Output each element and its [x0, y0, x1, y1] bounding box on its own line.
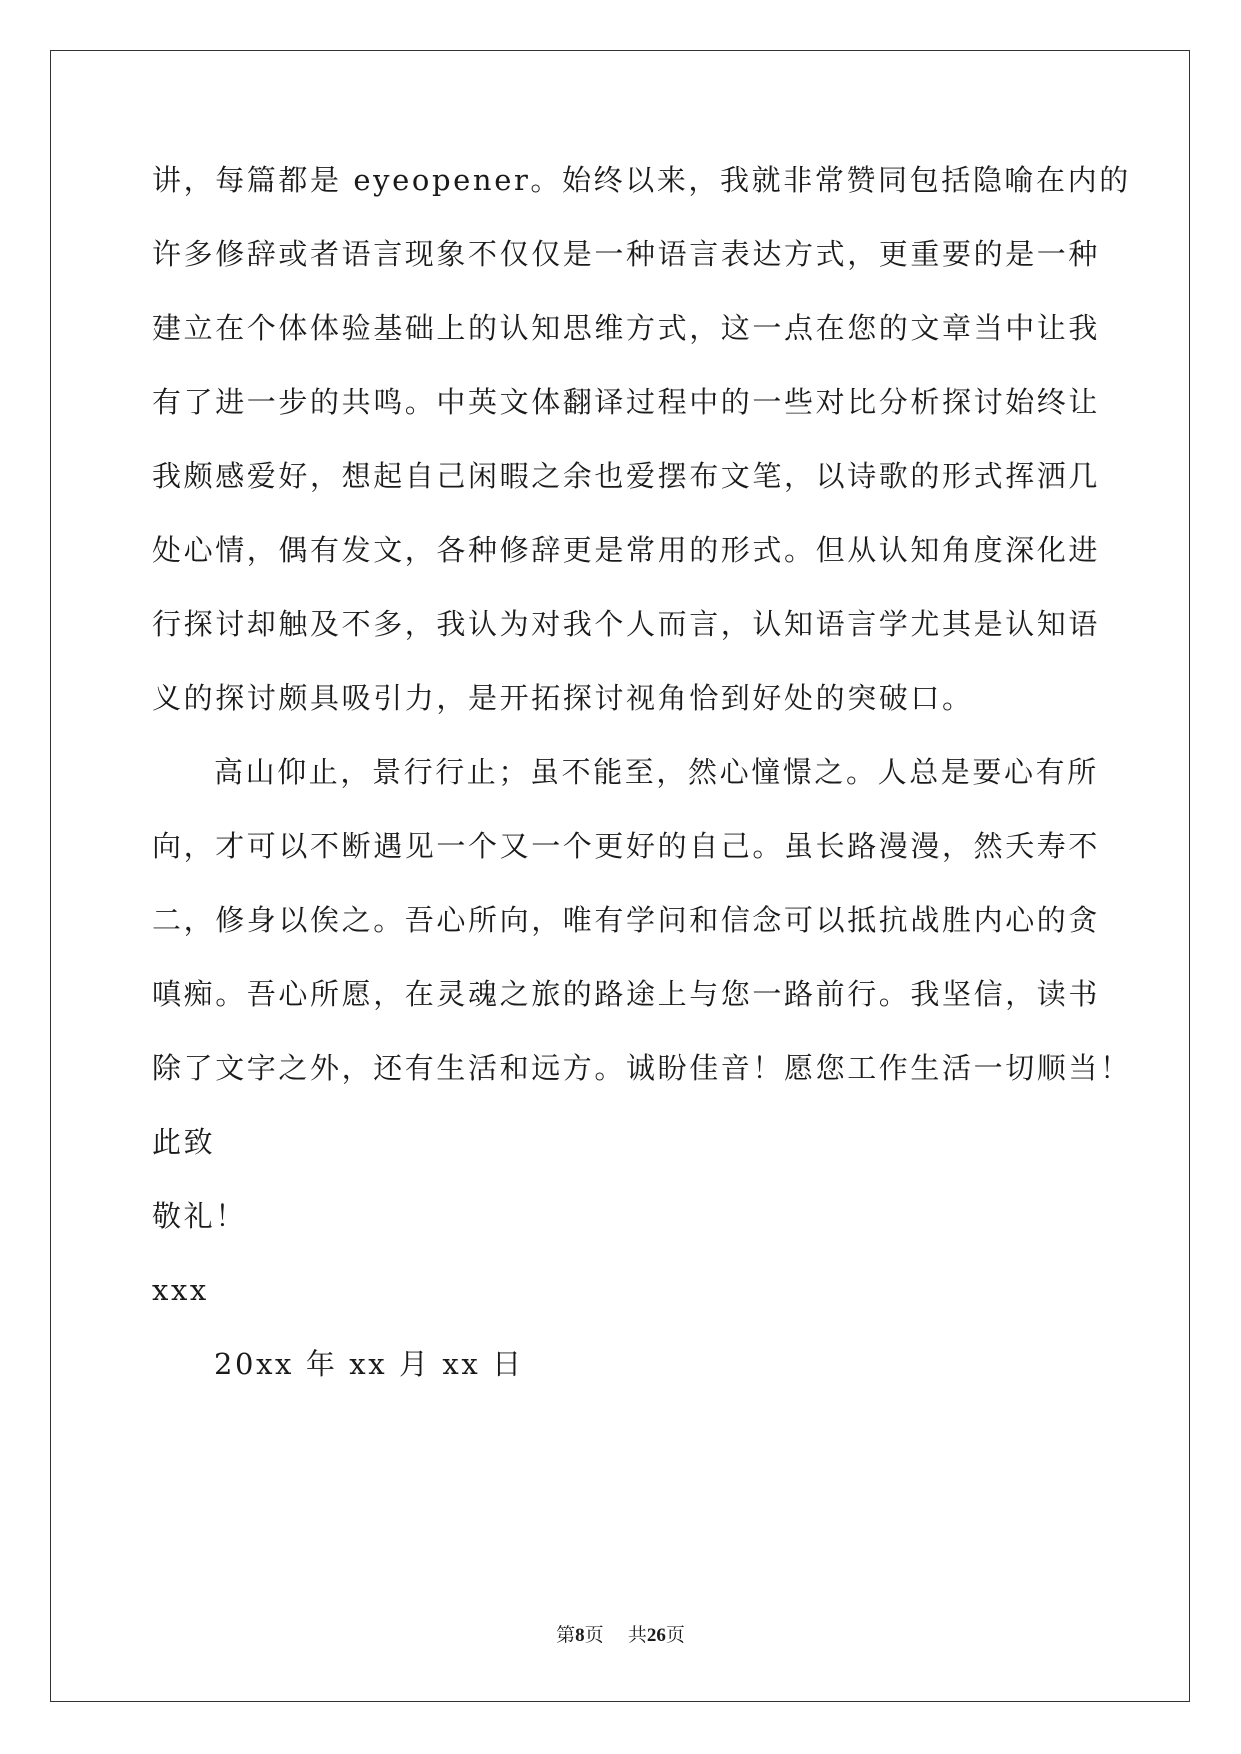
body-line: 向，才可以不断遇见一个又一个更好的自己。虽长路漫漫，然夭寿不	[152, 829, 1101, 863]
footer-total-pages: 26	[646, 1625, 666, 1646]
body-line: 有了进一步的共鸣。中英文体翻译过程中的一些对比分析探讨始终让	[152, 385, 1101, 419]
body-line: 讲，每篇都是 eyeopener。始终以来，我就非常赞同包括隐喻在内的	[152, 163, 1131, 197]
body-line: 许多修辞或者语言现象不仅仅是一种语言表达方式，更重要的是一种	[152, 237, 1101, 271]
page-footer	[0, 1623, 1241, 1648]
body-line: 高山仰止，景行行止；虽不能至，然心憧憬之。人总是要心有所	[214, 755, 1099, 789]
footer-total-suffix: 页	[665, 1624, 685, 1646]
footer-page-number: 8	[575, 1625, 585, 1646]
footer-total-prefix: 共	[627, 1624, 647, 1646]
signature: xxx	[152, 1273, 209, 1307]
page-border	[50, 50, 1190, 1702]
footer-page-suffix: 页	[584, 1624, 604, 1646]
body-line: 行探讨却触及不多，我认为对我个人而言，认知语言学尤其是认知语	[152, 607, 1101, 641]
letter-date: 20xx 年 xx 月 xx 日	[214, 1347, 524, 1381]
body-line: 除了文字之外，还有生活和远方。诚盼佳音！愿您工作生活一切顺当！	[152, 1051, 1132, 1085]
footer-prefix: 第	[556, 1624, 576, 1646]
body-line: 二，修身以俟之。吾心所向，唯有学问和信念可以抵抗战胜内心的贪	[152, 903, 1101, 937]
closing-respect: 敬礼！	[152, 1199, 247, 1233]
closing-salutation: 此致	[152, 1125, 216, 1159]
body-line: 建立在个体体验基础上的认知思维方式，这一点在您的文章当中让我	[152, 311, 1101, 345]
body-line: 义的探讨颇具吸引力，是开拓探讨视角恰到好处的突破口。	[152, 681, 974, 715]
body-line: 处心情，偶有发文，各种修辞更是常用的形式。但从认知角度深化进	[152, 533, 1101, 567]
body-line: 我颇感爱好，想起自己闲暇之余也爱摆布文笔，以诗歌的形式挥洒几	[152, 459, 1101, 493]
body-line: 嗔痴。吾心所愿，在灵魂之旅的路途上与您一路前行。我坚信，读书	[152, 977, 1101, 1011]
